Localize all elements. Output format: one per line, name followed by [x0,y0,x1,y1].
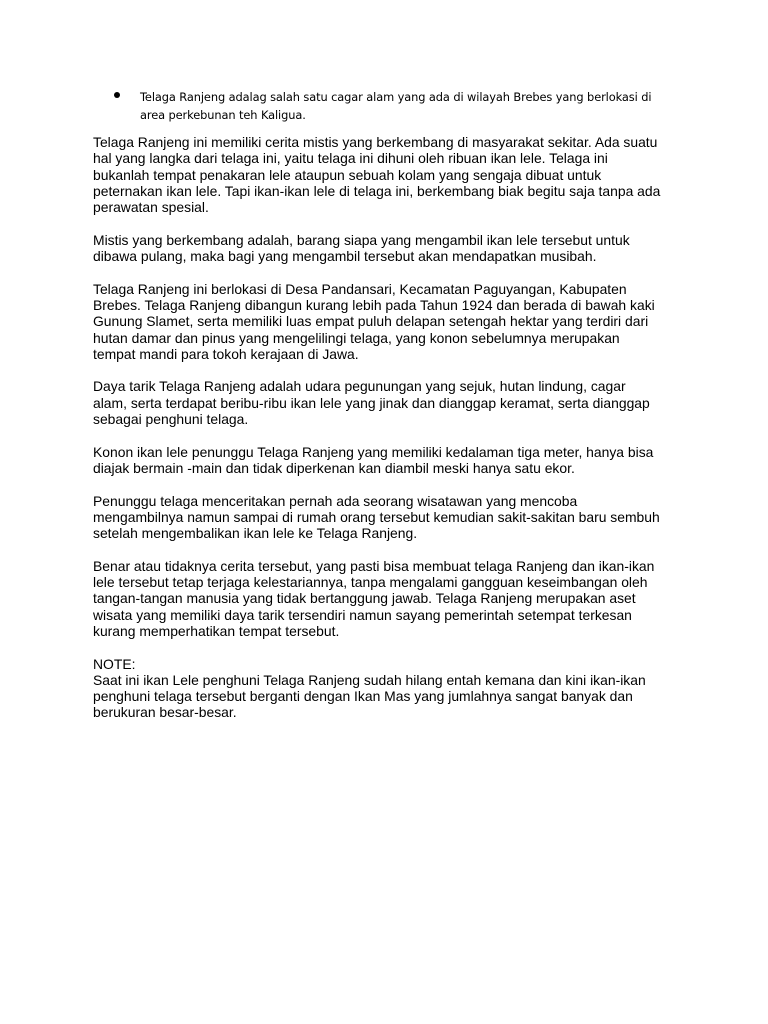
paragraph-mystic: Mistis yang berkembang adalah, barang siapa yang mengambil ikan lele tersebut untuk dibawa pulang, maka bagi yang mengambil tersebut akan mendapatkan musibah. [93,231,630,265]
note-label: NOTE: [93,655,136,672]
document-body [93,134,688,721]
paragraph-legend: Konon ikan lele penunggu Telaga Ranjeng yang memiliki kedalaman tiga meter, hanya bisa diajak bermain -main dan tidak diperkenan kan diambil meski hanya satu ekor. [93,443,654,476]
note-text: Saat ini ikan Lele penghuni Telaga Ranjeng sudah hilang entah kemana dan kini ikan-ikan penghuni telaga tersebut berganti dengan Ikan Mas yang jumlahnya sangat banyak dan berukuran besar-besar. [93,671,646,721]
paragraph-conclusion: Benar atau tidaknya cerita tersebut, yang pasti bisa membuat telaga Ranjeng dan ikan-ikan lele tersebut tetap terjaga kelestariannya, tanpa mengalami gangguan keseimbangan oleh tangan-tangan manusia yang tidak bertanggung jawab. Telaga Ranjeng merupakan aset wisata yang memiliki daya tarik tersendiri namun sayang pemerintah setempat terkesan kurang memperhatikan tempat tersebut. [93,557,655,639]
bullet-dot-icon [114,92,120,98]
bullet-text: Telaga Ranjeng adalag salah satu cagar alam yang ada di wilayah Brebes yang berlokasi di area perkebunan teh Kaligua. [140,90,652,122]
paragraph-story: Penunggu telaga menceritakan pernah ada seorang wisatawan yang mencoba mengambilnya namun sampai di rumah orang tersebut kemudian sakit-sakitan baru sembuh setelah mengembalikan ikan lele ke Telaga Ranjeng. [93,492,660,542]
note-block [93,656,688,721]
paragraph-attraction: Daya tarik Telaga Ranjeng adalah udara pegunungan yang sejuk, hutan lindung, cagar alam, serta terdapat beribu-ribu ikan lele yang jinak dan dianggap keramat, serta dianggap sebagai penghuni telaga. [93,378,650,428]
paragraph-location: Telaga Ranjeng ini berlokasi di Desa Pandansari, Kecamatan Paguyangan, Kabupaten Brebes. Telaga Ranjeng dibangun kurang lebih pada Tahun 1924 dan berada di bawah kaki Gunung Slamet, serta memiliki luas empat puluh delapan setengah hektar yang terdiri dari hutan damar dan pinus yang mengelilingi telaga, yang konon sebelumnya merupakan tempat mandi para tokoh kerajaan di Jawa. [93,280,655,362]
bullet-list-item [114,88,674,124]
paragraph-intro: Telaga Ranjeng ini memiliki cerita mistis yang berkembang di masyarakat sekitar. Ada suatu hal yang langka dari telaga ini, yaitu telaga ini dihuni oleh ribuan ikan lele. Telaga ini bukanlah tempat penakaran lele ataupun sebuah kolam yang sengaja dibuat untuk peternakan ikan lele. Tapi ikan-ikan lele di telaga ini, berkembang biak begitu saja tanpa ada perawatan spesial. [93,134,661,216]
